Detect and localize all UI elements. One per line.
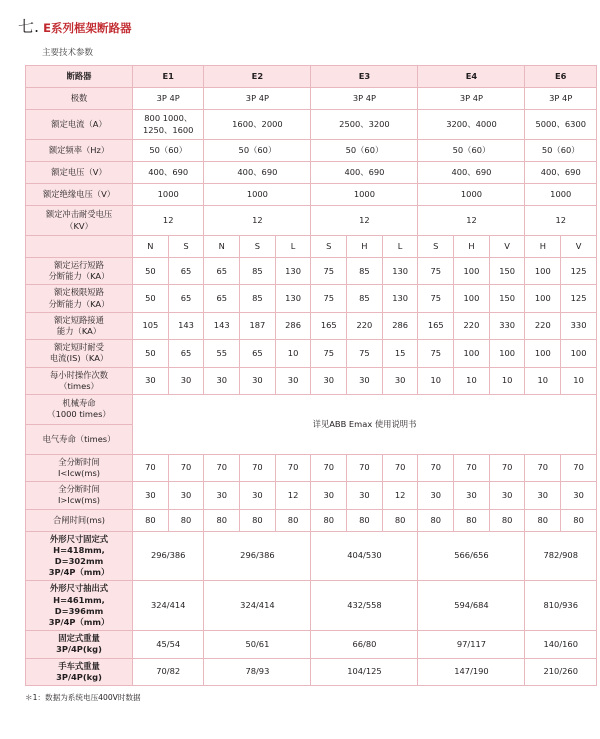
cell: 30 <box>561 482 597 509</box>
cell: 125 <box>561 285 597 312</box>
cell: 12 <box>133 206 204 236</box>
table-row <box>26 509 597 531</box>
cell: 30 <box>489 482 525 509</box>
cell: 810/936 <box>525 581 597 631</box>
cell: 10 <box>561 367 597 394</box>
row-label <box>26 581 133 631</box>
cell: 80 <box>204 509 240 531</box>
row-label: 额定运行短路 分断能力（KA） <box>26 258 133 285</box>
cell: 12 <box>204 206 311 236</box>
row-label-line: 3P/4P（mm） <box>48 616 110 627</box>
cell: 330 <box>561 312 597 339</box>
cell: 30 <box>240 482 276 509</box>
row-label-line: H=418mm, <box>53 544 105 555</box>
row-label: 机械寿命 （1000 times） <box>26 394 133 424</box>
row-label: 断路器 <box>26 66 133 88</box>
row-label-line: D=396mm <box>54 605 104 616</box>
row-label: 极数 <box>26 88 133 110</box>
table-row <box>26 206 597 236</box>
section-number: 七. <box>18 17 40 36</box>
cell: 10 <box>525 367 561 394</box>
cell: 100 <box>454 258 490 285</box>
cell: 70 <box>204 454 240 481</box>
table-row <box>26 162 597 184</box>
cell: 80 <box>347 509 383 531</box>
cell: 30 <box>347 367 383 394</box>
cell: 1000 <box>311 184 418 206</box>
cell: 70 <box>347 454 383 481</box>
cell: N <box>133 236 169 258</box>
table-row <box>26 184 597 206</box>
table-row <box>26 285 597 312</box>
cell: 70 <box>275 454 311 481</box>
row-label <box>26 236 133 258</box>
cell: 30 <box>168 482 204 509</box>
cell: 3P 4P <box>418 88 525 110</box>
cell: 566/656 <box>418 531 525 581</box>
cell: 50（60） <box>204 140 311 162</box>
cell: 165 <box>418 312 454 339</box>
table-row <box>26 88 597 110</box>
cell: 55 <box>204 340 240 367</box>
cell: 30 <box>525 482 561 509</box>
cell: 65 <box>168 285 204 312</box>
cell: 65 <box>204 285 240 312</box>
cell: 10 <box>489 367 525 394</box>
cell: 800 1000、1250、1600 <box>133 110 204 140</box>
cell: 404/530 <box>311 531 418 581</box>
cell: 30 <box>168 367 204 394</box>
cell: 400、690 <box>525 162 597 184</box>
cell: 220 <box>525 312 561 339</box>
cell: 400、690 <box>311 162 418 184</box>
cell: 400、690 <box>204 162 311 184</box>
cell: 70/82 <box>133 658 204 685</box>
cell: 296/386 <box>133 531 204 581</box>
cell: 80 <box>454 509 490 531</box>
specification-table <box>25 65 597 686</box>
cell: 30 <box>454 482 490 509</box>
cell: 45/54 <box>133 631 204 658</box>
cell-e2: E2 <box>204 66 311 88</box>
table-row <box>26 531 597 581</box>
row-label-line: 外形尺寸抽出式 <box>49 583 109 594</box>
cell: V <box>489 236 525 258</box>
cell: 594/684 <box>418 581 525 631</box>
cell: 30 <box>133 482 169 509</box>
cell: L <box>382 236 418 258</box>
cell: 80 <box>382 509 418 531</box>
row-label <box>26 658 133 685</box>
table-row <box>26 258 597 285</box>
cell: 70 <box>168 454 204 481</box>
cell: 50（60） <box>525 140 597 162</box>
row-label-line: 3P/4P(kg) <box>56 644 102 655</box>
cell: 30 <box>204 482 240 509</box>
cell: 80 <box>489 509 525 531</box>
cell: 10 <box>418 367 454 394</box>
cell: 3P 4P <box>133 88 204 110</box>
cell: 30 <box>382 367 418 394</box>
cell: 100 <box>454 340 490 367</box>
cell: 210/260 <box>525 658 597 685</box>
cell: L <box>275 236 311 258</box>
cell: 30 <box>418 482 454 509</box>
cell: 143 <box>204 312 240 339</box>
table-row <box>26 394 597 424</box>
cell: 286 <box>275 312 311 339</box>
cell: H <box>454 236 490 258</box>
table-row <box>26 367 597 394</box>
table-row <box>26 658 597 685</box>
cell: 85 <box>240 285 276 312</box>
cell: S <box>168 236 204 258</box>
cell: 3P 4P <box>525 88 597 110</box>
cell: 70 <box>454 454 490 481</box>
row-label <box>26 531 133 581</box>
cell: 80 <box>525 509 561 531</box>
section-title: E系列框架断路器 <box>43 21 132 35</box>
cell: 70 <box>525 454 561 481</box>
cell: 80 <box>133 509 169 531</box>
cell: H <box>347 236 383 258</box>
cell: 100 <box>525 285 561 312</box>
cell: 50/61 <box>204 631 311 658</box>
row-label: 电气寿命（times） <box>26 424 133 454</box>
cell: 150 <box>489 258 525 285</box>
cell: 15 <box>382 340 418 367</box>
cell: 432/558 <box>311 581 418 631</box>
cell: 187 <box>240 312 276 339</box>
cell: V <box>561 236 597 258</box>
cell-e3: E3 <box>311 66 418 88</box>
cell: 286 <box>382 312 418 339</box>
cell: 100 <box>454 285 490 312</box>
table-row <box>26 482 597 509</box>
row-label: 额定频率（Hz） <box>26 140 133 162</box>
cell: 140/160 <box>525 631 597 658</box>
cell: 65 <box>240 340 276 367</box>
cell: 80 <box>240 509 276 531</box>
cell: 85 <box>347 258 383 285</box>
cell: 150 <box>489 285 525 312</box>
row-label: 额定冲击耐受电压 （KV） <box>26 206 133 236</box>
cell: 324/414 <box>133 581 204 631</box>
cell: 12 <box>525 206 597 236</box>
cell: 30 <box>347 482 383 509</box>
cell: 75 <box>311 340 347 367</box>
table-row <box>26 236 597 258</box>
cell: 30 <box>133 367 169 394</box>
cell: 3P 4P <box>311 88 418 110</box>
cell: 296/386 <box>204 531 311 581</box>
cell: 70 <box>561 454 597 481</box>
cell: 100 <box>525 340 561 367</box>
table-row <box>26 581 597 631</box>
cell: 5000、6300 <box>525 110 597 140</box>
row-label-line: 3P/4P(kg) <box>56 671 102 682</box>
cell: 30 <box>204 367 240 394</box>
row-label: 额定极限短路 分断能力（KA） <box>26 285 133 312</box>
row-label-line: 手车式重量 <box>58 660 100 671</box>
cell-note: 详见ABB Emax 使用说明书 <box>133 394 597 454</box>
cell: 10 <box>275 340 311 367</box>
cell: 12 <box>311 206 418 236</box>
cell: 104/125 <box>311 658 418 685</box>
cell: 400、690 <box>133 162 204 184</box>
cell: 85 <box>347 285 383 312</box>
cell: 66/80 <box>311 631 418 658</box>
cell: S <box>311 236 347 258</box>
cell: 75 <box>418 285 454 312</box>
cell: 3200、4000 <box>418 110 525 140</box>
table-row <box>26 312 597 339</box>
cell: 70 <box>311 454 347 481</box>
cell-e6: E6 <box>525 66 597 88</box>
cell: 80 <box>275 509 311 531</box>
cell: 50（60） <box>418 140 525 162</box>
cell-e1: E1 <box>133 66 204 88</box>
cell: 70 <box>418 454 454 481</box>
cell: 80 <box>561 509 597 531</box>
cell: 30 <box>311 367 347 394</box>
cell: 782/908 <box>525 531 597 581</box>
cell: 220 <box>454 312 490 339</box>
cell: 1600、2000 <box>204 110 311 140</box>
cell: S <box>418 236 454 258</box>
cell: 75 <box>418 258 454 285</box>
cell: 400、690 <box>418 162 525 184</box>
cell-e4: E4 <box>418 66 525 88</box>
cell: 70 <box>489 454 525 481</box>
cell: 1000 <box>418 184 525 206</box>
cell: 65 <box>168 340 204 367</box>
cell: 330 <box>489 312 525 339</box>
cell: 100 <box>561 340 597 367</box>
row-label-line: 固定式重量 <box>58 633 100 644</box>
table-row <box>26 454 597 481</box>
cell: 147/190 <box>418 658 525 685</box>
cell: 12 <box>418 206 525 236</box>
table-row <box>26 66 597 88</box>
row-label-line: 外形尺寸固定式 <box>49 533 109 544</box>
row-label: 额定短时耐受 电流(IS)（KA） <box>26 340 133 367</box>
row-label: 全分断时间 I<Icw(ms) <box>26 454 133 481</box>
cell: 12 <box>382 482 418 509</box>
table-row <box>26 110 597 140</box>
row-label: 每小时操作次数 （times） <box>26 367 133 394</box>
cell: 80 <box>418 509 454 531</box>
cell: 65 <box>204 258 240 285</box>
cell: 3P 4P <box>204 88 311 110</box>
cell: 50（60） <box>133 140 204 162</box>
footnote: ＊1：数据为系统电压400V时数据 <box>25 692 141 702</box>
cell: 2500、3200 <box>311 110 418 140</box>
cell: 143 <box>168 312 204 339</box>
cell: 65 <box>168 258 204 285</box>
cell: 97/117 <box>418 631 525 658</box>
cell: 1000 <box>204 184 311 206</box>
page-title <box>18 14 586 37</box>
cell: 80 <box>168 509 204 531</box>
cell: 50（60） <box>311 140 418 162</box>
cell: 105 <box>133 312 169 339</box>
row-label: 额定电流（A） <box>26 110 133 140</box>
cell: H <box>525 236 561 258</box>
cell: 130 <box>275 258 311 285</box>
row-label <box>26 631 133 658</box>
cell: 220 <box>347 312 383 339</box>
cell: 75 <box>311 285 347 312</box>
row-label: 合闸时间(ms) <box>26 509 133 531</box>
cell: 30 <box>275 367 311 394</box>
cell: S <box>240 236 276 258</box>
cell: 130 <box>275 285 311 312</box>
cell: 125 <box>561 258 597 285</box>
cell: 324/414 <box>204 581 311 631</box>
row-label-line: H=461mm, <box>53 594 105 605</box>
cell: 80 <box>311 509 347 531</box>
cell: 30 <box>311 482 347 509</box>
subtitle: 主要技术参数 <box>42 48 94 58</box>
cell: 130 <box>382 285 418 312</box>
cell: 1000 <box>525 184 597 206</box>
cell: 70 <box>240 454 276 481</box>
row-label: 全分断时间 I>Icw(ms) <box>26 482 133 509</box>
cell: 75 <box>418 340 454 367</box>
cell: 12 <box>275 482 311 509</box>
cell: 130 <box>382 258 418 285</box>
row-label: 额定短路接通 能力（KA） <box>26 312 133 339</box>
table-row <box>26 140 597 162</box>
table-row <box>26 631 597 658</box>
cell: 75 <box>347 340 383 367</box>
cell: 165 <box>311 312 347 339</box>
cell: 100 <box>525 258 561 285</box>
cell: 30 <box>240 367 276 394</box>
cell: 50 <box>133 258 169 285</box>
row-label: 额定电压（V） <box>26 162 133 184</box>
row-label-line: 3P/4P（mm） <box>48 567 110 578</box>
cell: 78/93 <box>204 658 311 685</box>
table-row <box>26 340 597 367</box>
row-label-line: D=302mm <box>54 556 104 566</box>
cell: 10 <box>454 367 490 394</box>
cell: 1000 <box>133 184 204 206</box>
cell: 50 <box>133 340 169 367</box>
cell: 85 <box>240 258 276 285</box>
cell: 70 <box>382 454 418 481</box>
row-label: 额定绝缘电压（V） <box>26 184 133 206</box>
cell: N <box>204 236 240 258</box>
cell: 70 <box>133 454 169 481</box>
cell: 100 <box>489 340 525 367</box>
cell: 50 <box>133 285 169 312</box>
cell: 75 <box>311 258 347 285</box>
